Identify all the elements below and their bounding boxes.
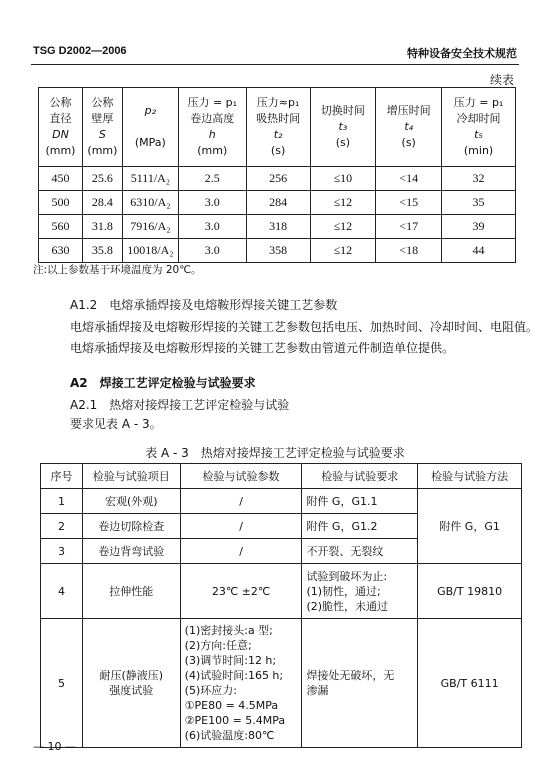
cell: 358 (246, 239, 310, 263)
section-a12-paragraph-2: 电熔承插焊接及电熔鞍形焊接的关键工艺参数由管道元件制造单位提供。 (70, 341, 455, 355)
table-row (39, 239, 516, 263)
table-row (41, 564, 522, 619)
cell: 3.0 (178, 239, 246, 263)
cell: 耐压(静液压) 强度试验 (82, 619, 180, 748)
cell: 不开裂、无裂纹 (302, 539, 418, 564)
cell: (1)密封接头:a 型; (2)方向:任意; (3)调节时间:12 h; (4)试验时间:165 h; (5)环应力: ①PE80 = 4.5MPa ②PE100 = 5.4MPa (6)试验温度:80℃ (180, 619, 302, 748)
header-cell: 检验与试验参数 (180, 464, 302, 489)
cell: 44 (442, 239, 516, 263)
header-cell: 检验与试验项目 (82, 464, 180, 489)
cell: 318 (246, 215, 310, 239)
header-cell: 公称 壁厚 S (mm) (82, 88, 122, 167)
cell: 卷边背弯试验 (82, 539, 180, 564)
header-cell: 增压时间 t₄ (s) (376, 88, 442, 167)
cell: 23℃ ±2℃ (180, 564, 302, 619)
header-cell: 公称 直径 DN (mm) (39, 88, 83, 167)
cell: 试验到破坏为止: (1)韧性，通过; (2)脆性，未通过 (302, 564, 418, 619)
header-cell: 检验与试验要求 (302, 464, 418, 489)
cell: 1 (41, 489, 83, 514)
table-row (39, 167, 516, 191)
cell: 宏观(外观) (82, 489, 180, 514)
cell: 3.0 (178, 191, 246, 215)
header-cell: 压力 = p₁ 卷边高度 h (mm) (178, 88, 246, 167)
cell: <14 (376, 167, 442, 191)
continued-label: 续表 (489, 73, 514, 87)
cell: 卷边切除检查 (82, 514, 180, 539)
cell: ≤12 (310, 239, 376, 263)
cell: 4 (41, 564, 83, 619)
cell: <18 (376, 239, 442, 263)
cell: 附件 G，G1.2 (302, 514, 418, 539)
cell: / (180, 539, 302, 564)
cell: 560 (39, 215, 83, 239)
cell: 284 (246, 191, 310, 215)
header-cell: 序号 (41, 464, 83, 489)
cell: ≤12 (310, 215, 376, 239)
table-header-row (39, 88, 516, 167)
cell: 256 (246, 167, 310, 191)
table-row (39, 215, 516, 239)
cell: 28.4 (82, 191, 122, 215)
header-cell: 压力 = p₁ 冷却时间 t₅ (min) (442, 88, 516, 167)
cell: 焊接处无破坏，无 渗漏 (302, 619, 418, 748)
cell: ≤10 (310, 167, 376, 191)
header-rule (31, 64, 519, 65)
cell: 31.8 (82, 215, 122, 239)
cell: 3 (41, 539, 83, 564)
page-number: — 10 — (33, 740, 76, 753)
cell: 2 (41, 514, 83, 539)
header-cell: p₂ (MPa) (122, 88, 178, 167)
table-note: 注:以上参数基于环境温度为 20℃。 (33, 264, 202, 276)
cell: <15 (376, 191, 442, 215)
header-title: 特种设备安全技术规范 (407, 47, 517, 60)
cell: 附件 G，G1.1 (302, 489, 418, 514)
cell: 630 (39, 239, 83, 263)
cell: 7916/A₂ (122, 215, 178, 239)
cell: 10018/A₂ (122, 239, 178, 263)
cell: 5111/A₂ (122, 167, 178, 191)
cell: 32 (442, 167, 516, 191)
cell: 450 (39, 167, 83, 191)
cell: 500 (39, 191, 83, 215)
cell: / (180, 489, 302, 514)
section-a2-heading: A2 焊接工艺评定检验与试验要求 (70, 376, 256, 390)
section-a12-paragraph-1: 电熔承插焊接及电熔鞍形焊接的关键工艺参数包括电压、加热时间、冷却时间、电阻值。 (70, 320, 539, 334)
cell: 25.6 (82, 167, 122, 191)
cell: 5 (41, 619, 83, 748)
table-row (41, 619, 522, 748)
header-code: TSG D2002—2006 (33, 45, 127, 57)
test-requirements-table (40, 463, 522, 748)
table-title: 表 A - 3 热熔对接焊接工艺评定检验与试验要求 (145, 446, 405, 460)
header-cell: 切换时间 t₃ (s) (310, 88, 376, 167)
cell: 35 (442, 191, 516, 215)
cell: GB/T 19810 (418, 564, 522, 619)
cell: / (180, 514, 302, 539)
cell: <17 (376, 215, 442, 239)
cell: ≤12 (310, 191, 376, 215)
cell: 附件 G，G1 (418, 489, 522, 564)
table-row (39, 191, 516, 215)
cell: 2.5 (178, 167, 246, 191)
header-cell: 检验与试验方法 (418, 464, 522, 489)
header-cell: 压力≈p₁ 吸热时间 t₂ (s) (246, 88, 310, 167)
cell: 6310/A₂ (122, 191, 178, 215)
section-a12-heading: A1.2 电熔承插焊接及电熔鞍形焊接关键工艺参数 (70, 298, 338, 312)
table-row (41, 489, 522, 514)
table-header-row (41, 464, 522, 489)
cell: GB/T 6111 (418, 619, 522, 748)
section-a21-paragraph: 要求见表 A - 3。 (70, 417, 162, 431)
parameter-table (38, 87, 516, 263)
cell: 3.0 (178, 215, 246, 239)
cell: 39 (442, 215, 516, 239)
section-a21-heading: A2.1 热熔对接焊接工艺评定检验与试验 (70, 398, 290, 412)
cell: 35.8 (82, 239, 122, 263)
cell: 拉伸性能 (82, 564, 180, 619)
